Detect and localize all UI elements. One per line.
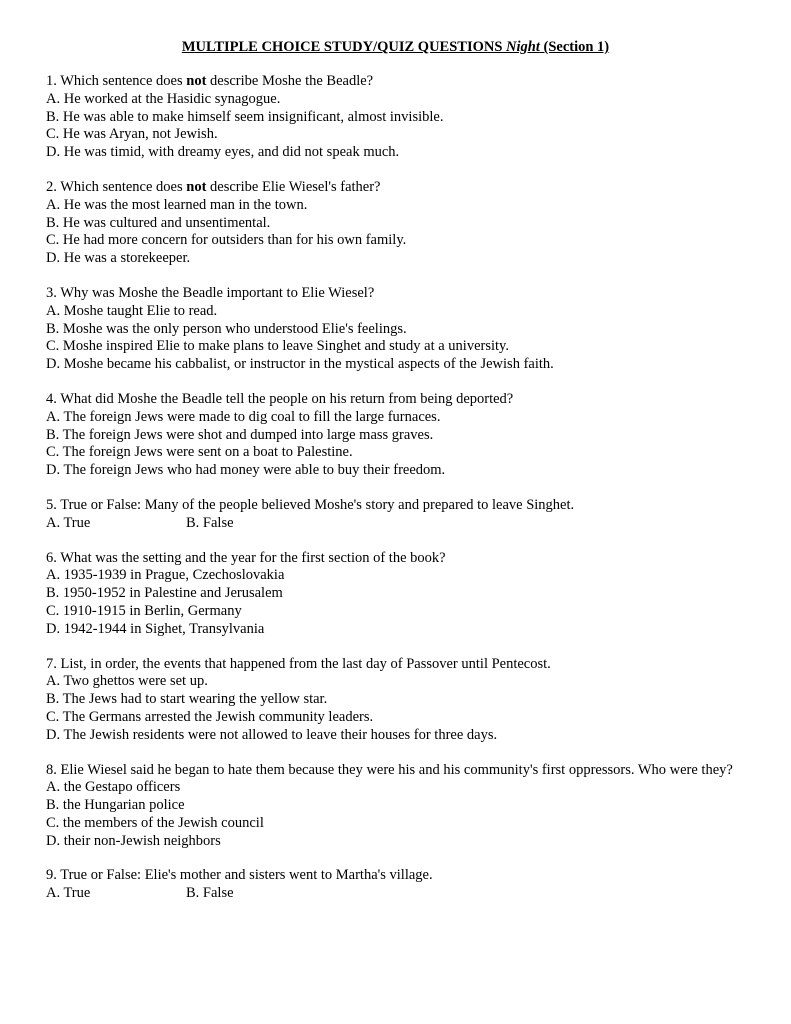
question-5-options [46,515,746,533]
question-7-option-d: D. The Jewish residents were not allowed to leave their houses for three days. [46,726,498,743]
title-text [182,39,609,55]
question-6-option-c: C. 1910-1915 in Berlin, Germany [46,602,242,619]
question-2-option-c: C. He had more concern for outsiders than for his own family. [46,232,407,249]
question-8-option-b: B. the Hungarian police [46,797,185,814]
question-8-option-c: C. the members of the Jewish council [46,814,264,831]
question-7-option-b: B. The Jews had to start wearing the yellow star. [46,691,328,708]
question-3 [46,285,746,374]
question-5-option-a: A. True [46,514,91,531]
question-8-option-d: D. their non-Jewish neighbors [46,832,221,849]
question-3-option-d: D. Moshe became his cabbalist, or instructor in the mystical aspects of the Jewish faith. [46,356,554,373]
question-9-option-b: B. False [186,885,234,902]
question-5 [46,497,746,533]
question-9 [46,867,746,903]
question-7-option-a: A. Two ghettos were set up. [46,673,208,690]
question-7-text: 7. List, in order, the events that happened from the last day of Passover until Pentecost. [46,655,551,672]
question-6-option-a: A. 1935-1939 in Prague, Czechoslovakia [46,567,285,584]
question-list [46,73,746,920]
question-4-option-d: D. The foreign Jews who had money were able to buy their freedom. [46,462,446,479]
question-3-option-b: B. Moshe was the only person who understood Elie's feelings. [46,320,407,337]
question-6-option-d: D. 1942-1944 in Sighet, Transylvania [46,620,265,637]
question-2 [46,179,746,268]
question-9-option-a: A. True [46,885,91,902]
question-1-option-a: A. He worked at the Hasidic synagogue. [46,90,281,107]
question-1-text: 1. Which sentence does not describe Moshe the Beadle? [46,73,374,89]
question-2-option-d: D. He was a storekeeper. [46,250,191,267]
title-italic: Night [506,39,540,55]
question-2-option-b: B. He was cultured and unsentimental. [46,214,271,231]
question-6-option-b: B. 1950-1952 in Palestine and Jerusalem [46,585,283,602]
question-7 [46,656,746,745]
title-section: (Section 1) [539,39,610,55]
question-3-option-a: A. Moshe taught Elie to read. [46,302,218,319]
question-4-option-a: A. The foreign Jews were made to dig coal to fill the large furnaces. [46,408,441,425]
question-6-text: 6. What was the setting and the year for the first section of the book? [46,549,446,566]
question-4-text: 4. What did Moshe the Beadle tell the people on his return from being deported? [46,390,514,407]
question-1 [46,73,746,162]
question-8 [46,762,746,851]
question-3-option-c: C. Moshe inspired Elie to make plans to leave Singhet and study at a university. [46,338,509,355]
question-8-option-a: A. the Gestapo officers [46,779,181,796]
question-2-text: 2. Which sentence does not describe Elie Wiesel's father? [46,178,381,195]
question-8-text: 8. Elie Wiesel said he began to hate them because they were his and his community's first oppressors. Who were they? [46,761,733,778]
question-2-option-a: A. He was the most learned man in the town. [46,196,308,213]
question-4 [46,391,746,480]
question-4-option-c: C. The foreign Jews were sent on a boat to Palestine. [46,444,353,461]
question-1-option-d: D. He was timid, with dreamy eyes, and did not speak much. [46,144,400,161]
question-1-option-b: B. He was able to make himself seem insignificant, almost invisible. [46,108,444,125]
question-3-text: 3. Why was Moshe the Beadle important to Elie Wiesel? [46,284,375,301]
question-7-option-c: C. The Germans arrested the Jewish community leaders. [46,708,374,725]
question-9-options [46,885,746,903]
question-4-option-b: B. The foreign Jews were shot and dumped into large mass graves. [46,426,434,443]
question-9-text: 9. True or False: Elie's mother and sisters went to Martha's village. [46,867,433,884]
question-6 [46,550,746,639]
question-1-option-c: C. He was Aryan, not Jewish. [46,126,218,143]
title-main: MULTIPLE CHOICE STUDY/QUIZ QUESTIONS [181,39,507,55]
question-5-text: 5. True or False: Many of the people believed Moshe's story and prepared to leave Singhet. [46,496,575,513]
page-title [0,38,791,56]
question-5-option-b: B. False [186,514,234,531]
